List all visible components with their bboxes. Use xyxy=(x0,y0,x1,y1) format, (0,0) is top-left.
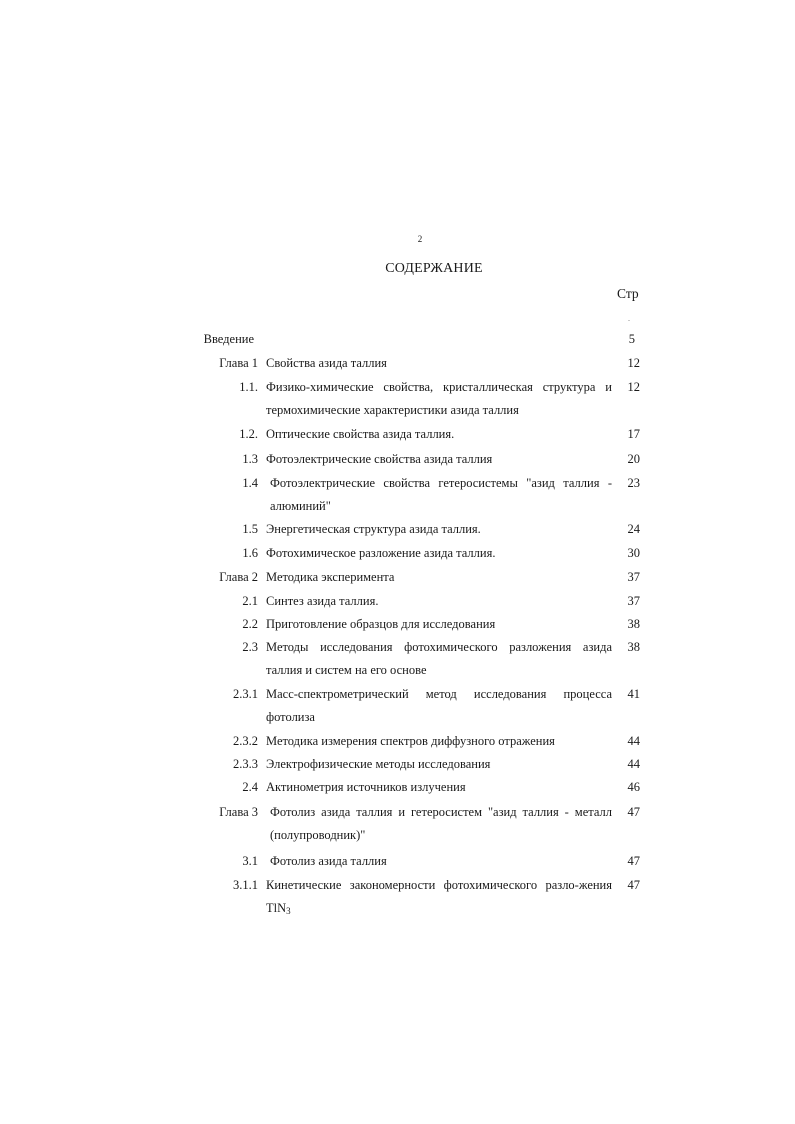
page-title: СОДЕРЖАНИЕ xyxy=(385,261,483,276)
toc-entry-label: Введение xyxy=(203,332,254,346)
toc-entry-number: 2.1 xyxy=(242,594,258,608)
toc-entry-number: 1.2. xyxy=(239,427,258,441)
toc-entry-title: Масс-спектрометрический метод исследования процесса фотолиза xyxy=(266,687,612,724)
toc-entry-number: 2.4 xyxy=(242,780,258,794)
toc-entry-title: Электрофизические методы исследования xyxy=(266,757,491,771)
toc-entry-number: 2.3 xyxy=(242,640,258,654)
toc-entry-number: 2.3.3 xyxy=(233,757,258,771)
toc-entry-number: 3.1.1 xyxy=(233,878,258,892)
toc-entry-title-text: Кинетические закономерности фотохимического разло-жения TlN xyxy=(266,878,612,915)
toc-entry-title: Методы исследования фотохимического разложения азида таллия и систем на его основе xyxy=(266,640,612,677)
toc-entry-number: Глава 2 xyxy=(219,570,258,584)
toc-entry-title: Синтез азида таллия. xyxy=(266,594,379,608)
toc-entry-page: 37 xyxy=(627,594,640,608)
toc-entry-page: 12 xyxy=(627,380,640,394)
toc-entry-title: Фотохимическое разложение азида таллия. xyxy=(266,546,496,560)
page-number: 2 xyxy=(417,234,423,244)
toc-entry-page: 47 xyxy=(627,854,640,868)
toc-entry-page: 41 xyxy=(627,687,640,701)
toc-entry-title: Энергетическая структура азида таллия. xyxy=(266,522,481,536)
toc-entry-title: Методика измерения спектров диффузного отражения xyxy=(266,734,555,748)
toc-entry-title: Методика эксперимента xyxy=(266,570,395,584)
toc-entry-page: 30 xyxy=(627,546,640,560)
toc-entry-page: 38 xyxy=(627,640,640,654)
toc-entry-title: Оптические свойства азида таллия. xyxy=(266,427,455,441)
toc-entry-number: 1.3 xyxy=(242,452,258,466)
toc-entry-title: Свойства азида таллия xyxy=(266,356,387,370)
toc-entry-number: 3.1 xyxy=(242,854,258,868)
toc-entry-number: 2.3.2 xyxy=(233,734,258,748)
toc-entry-page: 37 xyxy=(627,570,640,584)
toc-entry-page: 24 xyxy=(627,522,640,536)
toc-entry-page: 44 xyxy=(627,757,640,771)
page-column-header: Стр xyxy=(617,286,639,301)
toc-entry-number: 2.3.1 xyxy=(233,687,258,701)
toc-entry-number: 2.2 xyxy=(242,617,258,631)
toc-entry-page: 44 xyxy=(627,734,640,748)
toc-entry-page: 47 xyxy=(627,878,640,892)
toc-entry-title: Фотоэлектрические свойства азида таллия xyxy=(266,452,493,466)
toc-entry-page: 17 xyxy=(627,427,640,441)
toc-entry-number: 1.5 xyxy=(242,522,258,536)
toc-entry-title: Фотолиз азида таллия xyxy=(270,854,387,868)
toc-entry-page: 46 xyxy=(627,780,640,794)
toc-entry-page: 38 xyxy=(627,617,640,631)
toc-entry-number: Глава 3 xyxy=(219,805,258,819)
toc-entry-number: 1.4 xyxy=(242,476,258,490)
toc-entry-title: Физико-химические свойства, кристаллическая структура и термохимические характеристики азида таллия xyxy=(266,380,612,417)
toc-entry-title: Приготовление образцов для исследования xyxy=(266,617,496,631)
toc-entry-title: Фотоэлектрические свойства гетеросистемы "азид таллия - алюминий" xyxy=(270,476,612,513)
toc-entry-page: 47 xyxy=(627,805,640,819)
toc-entry-title-subscript: 3 xyxy=(286,906,291,916)
toc-entry-page: 20 xyxy=(627,452,640,466)
toc-entry-title: Актинометрия источников излучения xyxy=(266,780,466,794)
toc-entry-page: 23 xyxy=(627,476,640,490)
toc-entry-page: 5 xyxy=(628,332,635,346)
toc-entry-title: Фотолиз азида таллия и гетеросистем "азид таллия - металл (полупроводник)" xyxy=(270,805,612,842)
toc-entry-number: 1.1. xyxy=(239,380,258,394)
toc-entry-page: 12 xyxy=(627,356,640,370)
toc-entry-number: 1.6 xyxy=(242,546,258,560)
toc-entry-title xyxy=(266,874,612,923)
toc-entry-number: Глава 1 xyxy=(219,356,258,370)
page-column-dot: . xyxy=(628,314,630,323)
